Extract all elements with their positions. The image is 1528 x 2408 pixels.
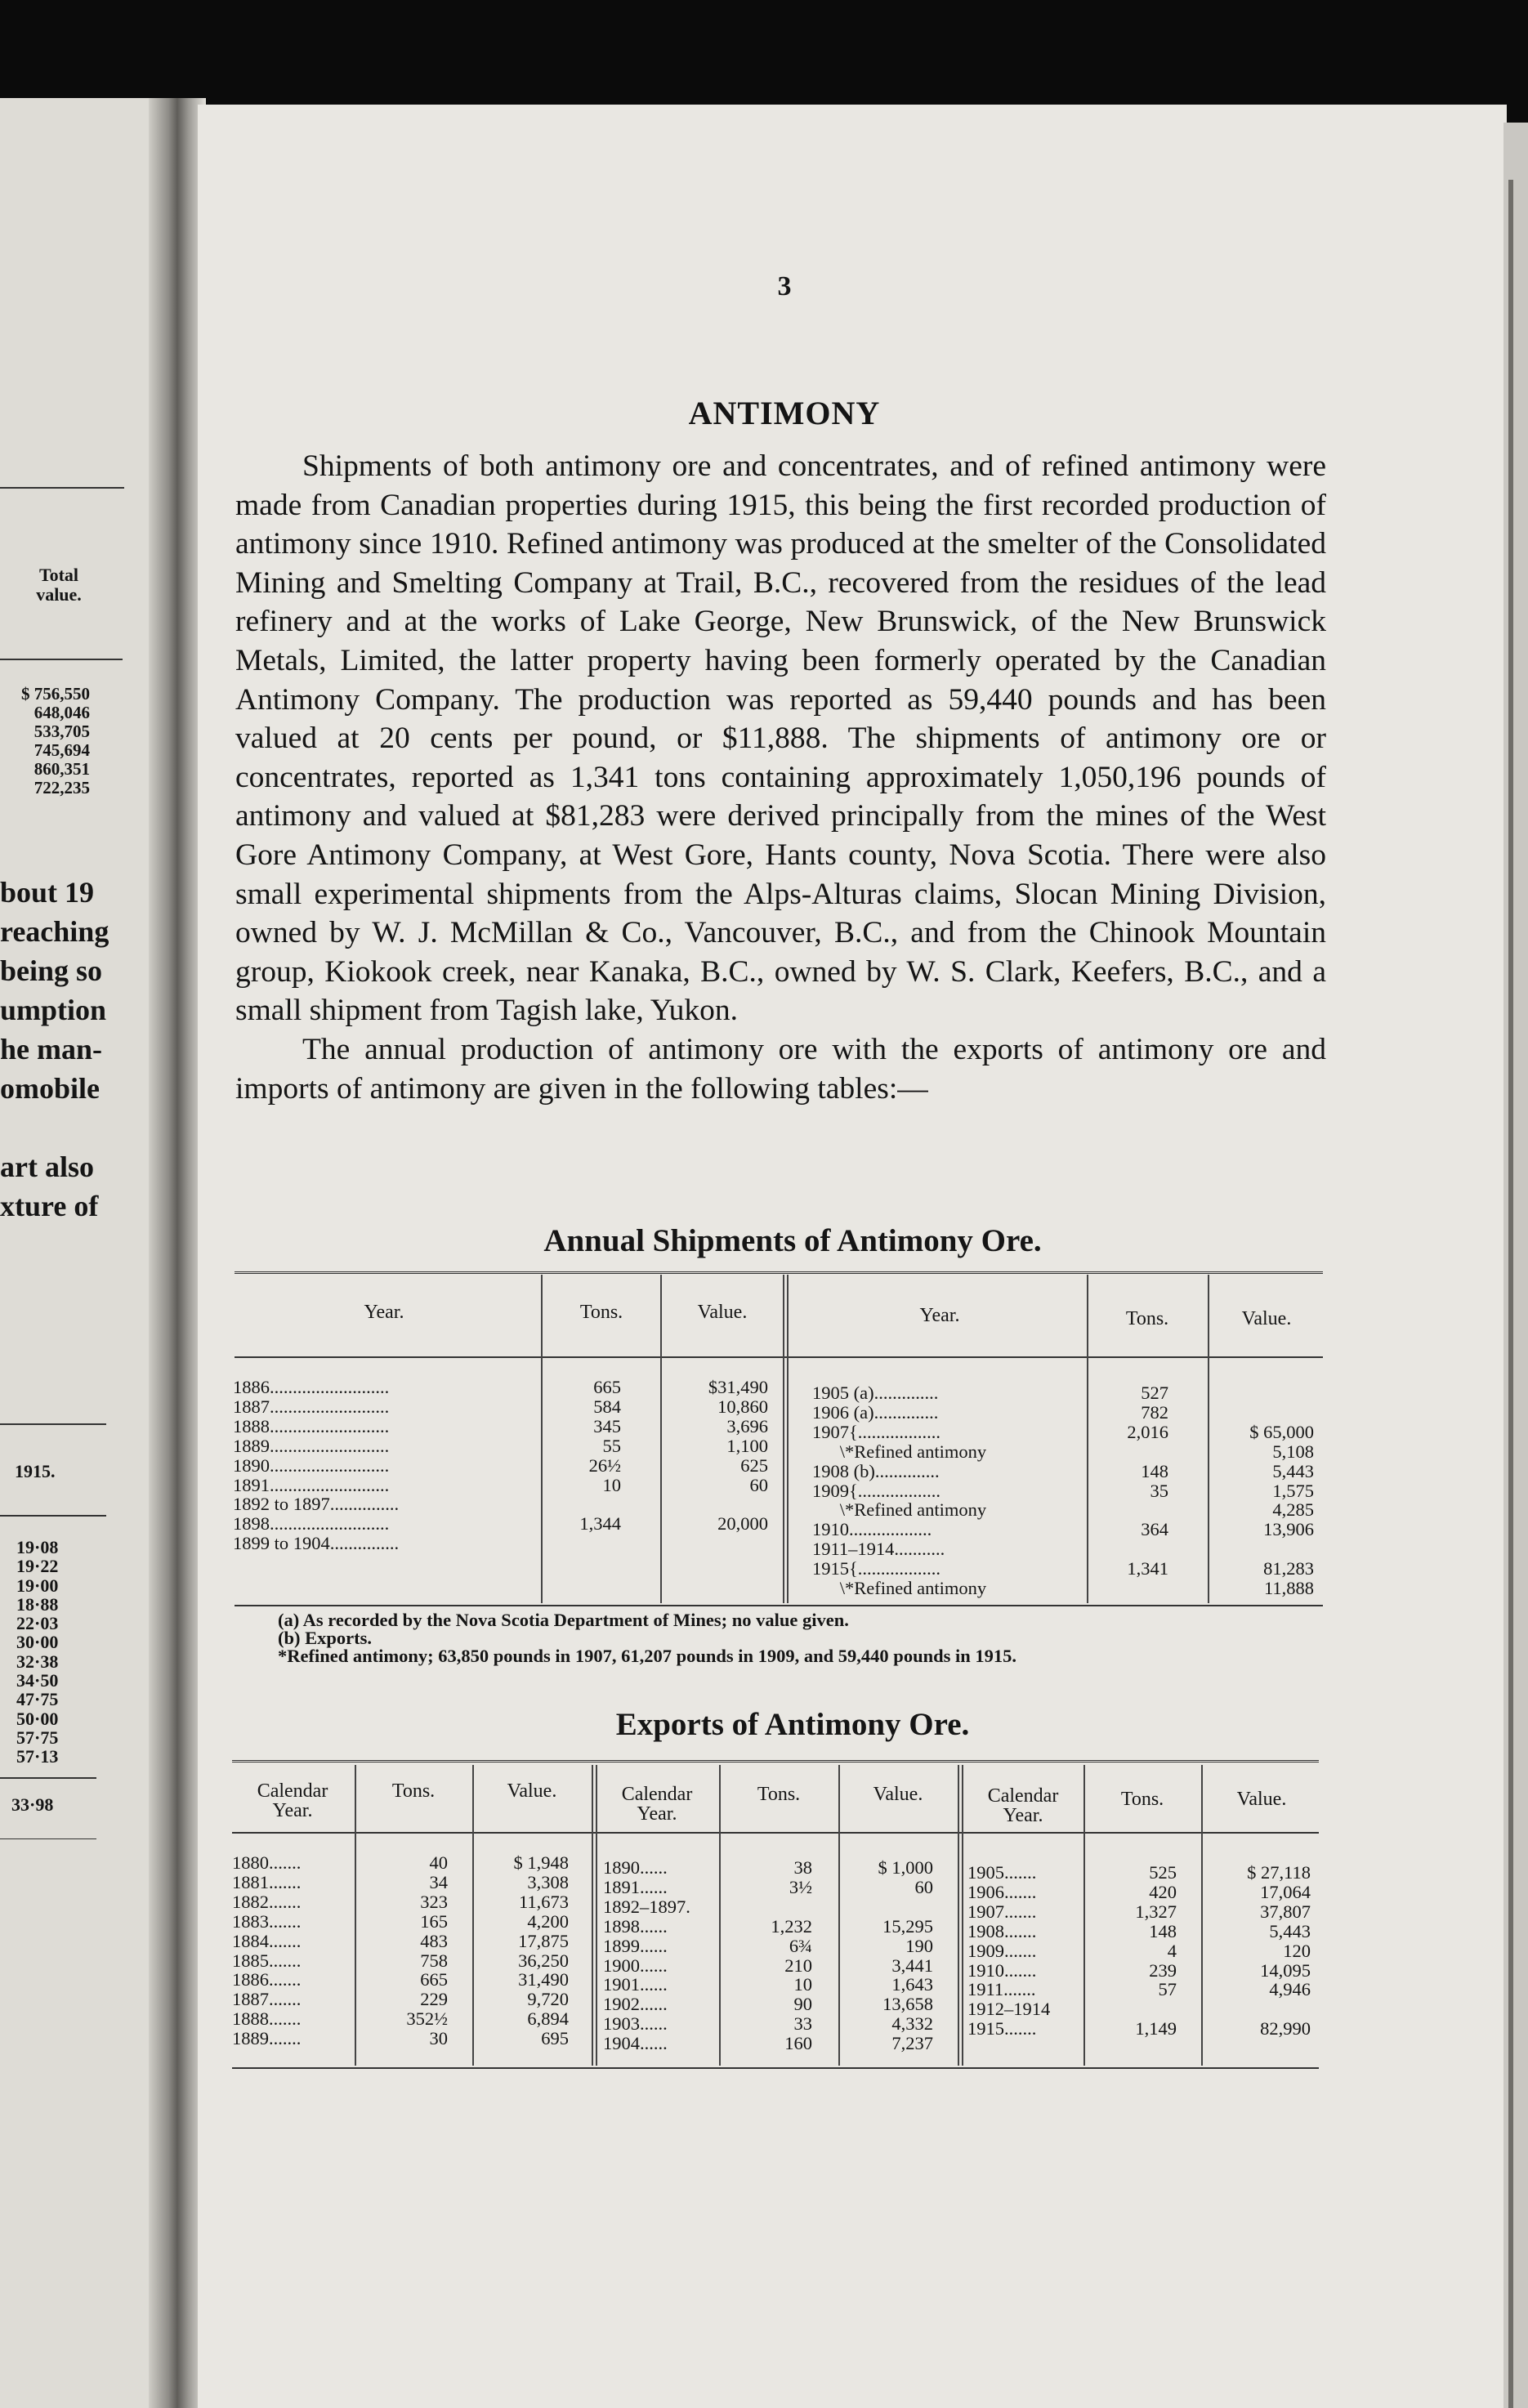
exports-years-col1: 1880....... 1881....... 1882....... 1883....... 1884....... 1885....... 1886....... 1887....... 1888....... 1889....... xyxy=(232,1852,302,2049)
table-top-rule xyxy=(232,1760,1319,1762)
exports-years-col2: 1890...... 1891...... 1892–1897. 1898...... 1899...... 1900...... 1901...... 1902...... 1903...... 1904...... xyxy=(603,1857,690,2054)
exports-tons-col1: 40 34 323 165 483 758 665 229 352½ 30 xyxy=(406,1852,448,2049)
col-divider xyxy=(1208,1275,1209,1603)
table-bottom-rule xyxy=(232,2067,1319,2069)
col-divider xyxy=(962,1765,963,2066)
rule xyxy=(0,487,124,489)
body-text xyxy=(235,447,1326,1108)
left-total: 33·98 xyxy=(11,1794,54,1815)
number: 32·38 xyxy=(16,1651,59,1672)
rule xyxy=(0,1838,96,1839)
col-divider xyxy=(1201,1765,1203,2066)
page-title: ANTIMONY xyxy=(688,395,881,431)
exports-table-title: Exports of Antimony Ore. xyxy=(615,1707,970,1742)
table-top-rule xyxy=(235,1271,1323,1274)
table-header-rule xyxy=(235,1356,1323,1358)
exports-tons-col2: 38 3½ 1,232 6¾ 210 10 90 33 160 xyxy=(771,1857,812,2054)
rule xyxy=(0,1423,106,1425)
shipments-table-title: Annual Shipments of Antimony Ore. xyxy=(543,1223,1042,1258)
col-divider xyxy=(472,1765,474,2066)
number: 18·88 xyxy=(16,1593,59,1615)
left-numbers-column xyxy=(16,1538,82,1767)
value: 860,351 xyxy=(34,759,90,779)
number: 19·00 xyxy=(16,1575,59,1596)
number: 22·03 xyxy=(16,1613,59,1634)
exports-values-col3: $ 27,118 17,064 37,807 5,443 120 14,095 4,946 82,990 xyxy=(1247,1862,1311,2039)
col-divider xyxy=(660,1275,662,1603)
page-edge-shadow xyxy=(1508,180,1513,2408)
header-tons: Tons. xyxy=(757,1784,801,1805)
header-calendar-year: Calendar Year. xyxy=(621,1784,693,1825)
header-tons: Tons. xyxy=(1125,1308,1169,1329)
header-value: Value. xyxy=(1236,1789,1287,1810)
header-value: Value. xyxy=(697,1302,748,1323)
number: 57·75 xyxy=(16,1727,59,1748)
footnote-a: (a) As recorded by the Nova Scotia Department of Mines; no value given. xyxy=(278,1610,849,1630)
shipments-years-right: 1905 (a).............. 1906 (a).............. 1907{.................. \*Refined antimony 1908 (b).............. 1909{.................. \*Refined antimony 1910.................. 1911–1914........... 1915{.................. \*Refined antimony xyxy=(812,1383,987,1599)
year-1915: 1915. xyxy=(15,1461,56,1481)
shipments-tons-right: 527 782 2,016 148 35 364 1,341 xyxy=(1127,1383,1168,1579)
number: 50·00 xyxy=(16,1708,59,1729)
text-line: umption xyxy=(0,994,107,1026)
page-number: 3 xyxy=(777,271,792,302)
footnote-b: (b) Exports. xyxy=(278,1628,373,1648)
rule xyxy=(0,659,123,660)
text-line: art also xyxy=(0,1150,94,1183)
header-value: Value. xyxy=(1241,1308,1292,1329)
value: 722,235 xyxy=(34,778,90,797)
shipments-values-left: $31,490 10,860 3,696 1,100 625 60 20,000 xyxy=(708,1377,768,1535)
header-calendar-year: Calendar Year. xyxy=(257,1780,328,1821)
number: 47·75 xyxy=(16,1689,59,1710)
table-bottom-rule xyxy=(235,1605,1323,1606)
col-divider xyxy=(1083,1765,1085,2066)
total-value-header: Total value. xyxy=(36,565,82,605)
header-year: Year. xyxy=(919,1305,960,1326)
col-divider xyxy=(783,1275,784,1603)
number: 19·08 xyxy=(16,1537,59,1557)
shipments-years-left: 1886.......................... 1887.......................... 1888.......................... 1889.......................... 1890.......................... 1891.......................... 1892 to 1897............... 1898.......................... 1899 to 1904............... xyxy=(233,1377,400,1554)
text-line: reaching xyxy=(0,915,109,948)
header-tons: Tons. xyxy=(1120,1789,1164,1810)
page-edge xyxy=(1503,123,1528,2408)
header-value: Value. xyxy=(507,1780,557,1802)
value: $ 756,550 xyxy=(21,684,90,704)
header-year: Year. xyxy=(364,1302,404,1323)
exports-years-col3: 1905....... 1906....... 1907....... 1908....... 1909....... 1910....... 1911....... 1912–1914 1915....... xyxy=(967,1862,1051,2039)
col-divider xyxy=(838,1765,840,2066)
col-divider xyxy=(1087,1275,1088,1603)
text-line: bout 19 xyxy=(0,876,95,909)
col-divider xyxy=(541,1275,543,1603)
table-header-rule xyxy=(232,1832,1319,1834)
rule xyxy=(0,1777,96,1779)
text-line: being so xyxy=(0,954,103,987)
value: 648,046 xyxy=(34,703,90,722)
header-calendar-year: Calendar Year. xyxy=(987,1785,1059,1826)
header-tons: Tons. xyxy=(579,1302,623,1323)
spacer xyxy=(0,1108,163,1147)
text-line: he man- xyxy=(0,1033,102,1066)
exports-values-col1: $ 1,948 3,308 11,673 4,200 17,875 36,250 31,490 9,720 6,894 695 xyxy=(513,1852,569,2049)
rule xyxy=(0,1515,106,1517)
col-divider xyxy=(719,1765,721,2066)
paragraph: Shipments of both antimony ore and concentrates, and of refined antimony were made from Canadian properties during 1915, this being the first recorded production of antimony since 1910. Refined antimony was produced at the smelter of the Consolidated Mining and Smelting Company at Trail, B.C., recovered from the residues of the lead refinery and at the works of Lake George, New Brunswick, of the New Brunswick Metals, Limited, the latter property having been formerly operated by the Canadian Antimony Company. The production was reported as 59,440 pounds and has been valued at 20 cents per pound, or $11,888. The shipments of antimony ore or concentrates, reported as 1,341 tons containing approximately 1,050,196 pounds of antimony and valued at $81,283 were derived principally from the mines of the West Gore Antimony Company, at West Gore, Hants county, Nova Scotia. There were also small experimental shipments from the Alps-Alturas claims, Slocan Mining Division, owned by W. J. McMillan & Co., Vancouver, B.C., and from the Chinook Mountain group, Kiokook creek, near Kanaka, B.C., owned by W. S. Clark, Keefers, B.C., and a small shipment from Tagish lake, Yukon. xyxy=(235,449,1326,1028)
value: 745,694 xyxy=(34,740,90,760)
left-values-column xyxy=(0,685,90,797)
shipments-values-right: $ 65,000 5,108 5,443 1,575 4,285 13,906 81,283 11,888 xyxy=(1249,1421,1314,1599)
number: 30·00 xyxy=(16,1632,59,1653)
footnote-refined: *Refined antimony; 63,850 pounds in 1907, 61,207 pounds in 1909, and 59,440 pounds in 1915. xyxy=(278,1646,1016,1666)
col-divider xyxy=(958,1765,959,2066)
exports-tons-col3: 525 420 1,327 148 4 239 57 1,149 xyxy=(1135,1862,1177,2039)
header-value: Value. xyxy=(873,1784,923,1805)
text-line: omobile xyxy=(0,1072,100,1105)
exports-values-col2: $ 1,000 60 15,295 190 3,441 1,643 13,658 4,332 7,237 xyxy=(878,1857,933,2054)
left-text-fragment xyxy=(0,873,163,1226)
col-divider xyxy=(592,1765,593,2066)
header-tons: Tons. xyxy=(391,1780,436,1802)
number: 34·50 xyxy=(16,1670,59,1691)
text-line: xture of xyxy=(0,1190,99,1222)
col-divider xyxy=(596,1765,597,2066)
number: 19·22 xyxy=(16,1556,59,1577)
paragraph: The annual production of antimony ore with the exports of antimony ore and imports of antimony are given in the following tables:— xyxy=(235,1032,1326,1106)
col-divider xyxy=(787,1275,789,1603)
number: 57·13 xyxy=(16,1746,59,1767)
col-divider xyxy=(355,1765,356,2066)
shipments-tons-left: 665 584 345 55 26½ 10 1,344 xyxy=(579,1377,621,1535)
value: 533,705 xyxy=(34,722,90,741)
